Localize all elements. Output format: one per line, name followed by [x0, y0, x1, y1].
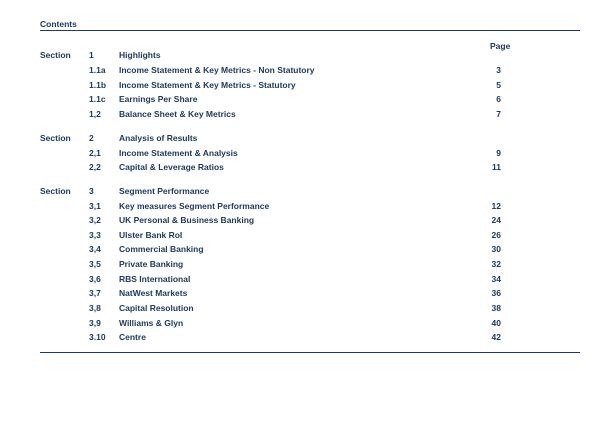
- bottom-rule: [40, 352, 580, 353]
- entry-number: 3,7: [89, 288, 101, 298]
- entry-page: 12: [491, 201, 501, 211]
- toc-entry[interactable]: [0, 148, 600, 160]
- entry-page: 36: [491, 288, 501, 298]
- toc-entry[interactable]: [0, 80, 600, 92]
- page-column-header: Page: [490, 41, 511, 51]
- entry-number: 3,2: [89, 215, 101, 225]
- entry-title: Centre: [119, 332, 146, 342]
- entry-number: 1.1b: [89, 80, 107, 90]
- entry-page: 34: [491, 274, 501, 284]
- toc-entry[interactable]: [0, 201, 600, 213]
- entry-number: 3,5: [89, 259, 101, 269]
- contents-title: Contents: [40, 19, 77, 29]
- toc-entry[interactable]: [0, 318, 600, 330]
- entry-number: 1.1a: [89, 65, 106, 75]
- section-title: Segment Performance: [119, 186, 210, 196]
- section-heading-row: [0, 50, 600, 62]
- entry-page: 26: [491, 230, 501, 240]
- section-heading-row: [0, 186, 600, 198]
- entry-title: Williams & Glyn: [119, 318, 184, 328]
- entry-title: Capital Resolution: [119, 303, 194, 313]
- entry-number: 3,9: [89, 318, 101, 328]
- entry-title: Ulster Bank RoI: [119, 230, 183, 240]
- toc-entry[interactable]: [0, 94, 600, 106]
- entry-page: 6: [496, 94, 501, 104]
- entry-page: 11: [492, 162, 501, 172]
- entry-number: 3,3: [89, 230, 101, 240]
- section-title: Highlights: [119, 50, 161, 60]
- top-rule: [40, 30, 580, 31]
- section-number: 3: [89, 186, 94, 196]
- entry-title: Key measures Segment Performance: [119, 201, 270, 211]
- toc-entry[interactable]: [0, 244, 600, 256]
- toc-entry[interactable]: [0, 332, 600, 344]
- entry-page: 30: [491, 244, 501, 254]
- entry-title: Income Statement & Analysis: [119, 148, 238, 158]
- entry-page: 32: [491, 259, 501, 269]
- entry-title: Balance Sheet & Key Metrics: [119, 109, 236, 119]
- entry-number: 3,6: [89, 274, 101, 284]
- section-label: Section: [40, 133, 71, 143]
- toc-entry[interactable]: [0, 274, 600, 286]
- entry-number: 2,1: [89, 148, 101, 158]
- toc-entry[interactable]: [0, 259, 600, 271]
- section-number: 1: [89, 50, 94, 60]
- entry-title: UK Personal & Business Banking: [119, 215, 255, 225]
- entry-number: 3.10: [89, 332, 106, 342]
- entry-title: NatWest Markets: [119, 288, 188, 298]
- toc-entry[interactable]: [0, 230, 600, 242]
- entry-number: 2,2: [89, 162, 101, 172]
- section-number: 2: [89, 133, 94, 143]
- entry-page: 7: [496, 109, 501, 119]
- entry-title: Income Statement & Key Metrics - Statutory: [119, 80, 296, 90]
- section-title: Analysis of Results: [119, 133, 198, 143]
- toc-entry[interactable]: [0, 303, 600, 315]
- entry-number: 3,1: [89, 201, 101, 211]
- entry-number: 3,8: [89, 303, 101, 313]
- toc-entry[interactable]: [0, 65, 600, 77]
- entry-title: Capital & Leverage Ratios: [119, 162, 224, 172]
- entry-page: 40: [491, 318, 501, 328]
- entry-title: Private Banking: [119, 259, 184, 269]
- toc-entry[interactable]: [0, 162, 600, 174]
- entry-page: 9: [496, 148, 501, 158]
- section-heading-row: [0, 133, 600, 145]
- entry-title: Earnings Per Share: [119, 94, 198, 104]
- entry-title: Commercial Banking: [119, 244, 204, 254]
- entry-number: 3,4: [89, 244, 101, 254]
- entry-page: 38: [491, 303, 501, 313]
- entry-page: 5: [496, 80, 501, 90]
- toc-entry[interactable]: [0, 215, 600, 227]
- section-label: Section: [40, 186, 71, 196]
- entry-number: 1,2: [89, 109, 101, 119]
- toc-entry[interactable]: [0, 288, 600, 300]
- entry-title: Income Statement & Key Metrics - Non Statutory: [119, 65, 315, 75]
- entry-page: 42: [491, 332, 501, 342]
- entry-page: 24: [491, 215, 501, 225]
- entry-title: RBS International: [119, 274, 191, 284]
- toc-entry[interactable]: [0, 109, 600, 121]
- entry-page: 3: [496, 65, 501, 75]
- entry-number: 1.1c: [89, 94, 106, 104]
- section-label: Section: [40, 50, 71, 60]
